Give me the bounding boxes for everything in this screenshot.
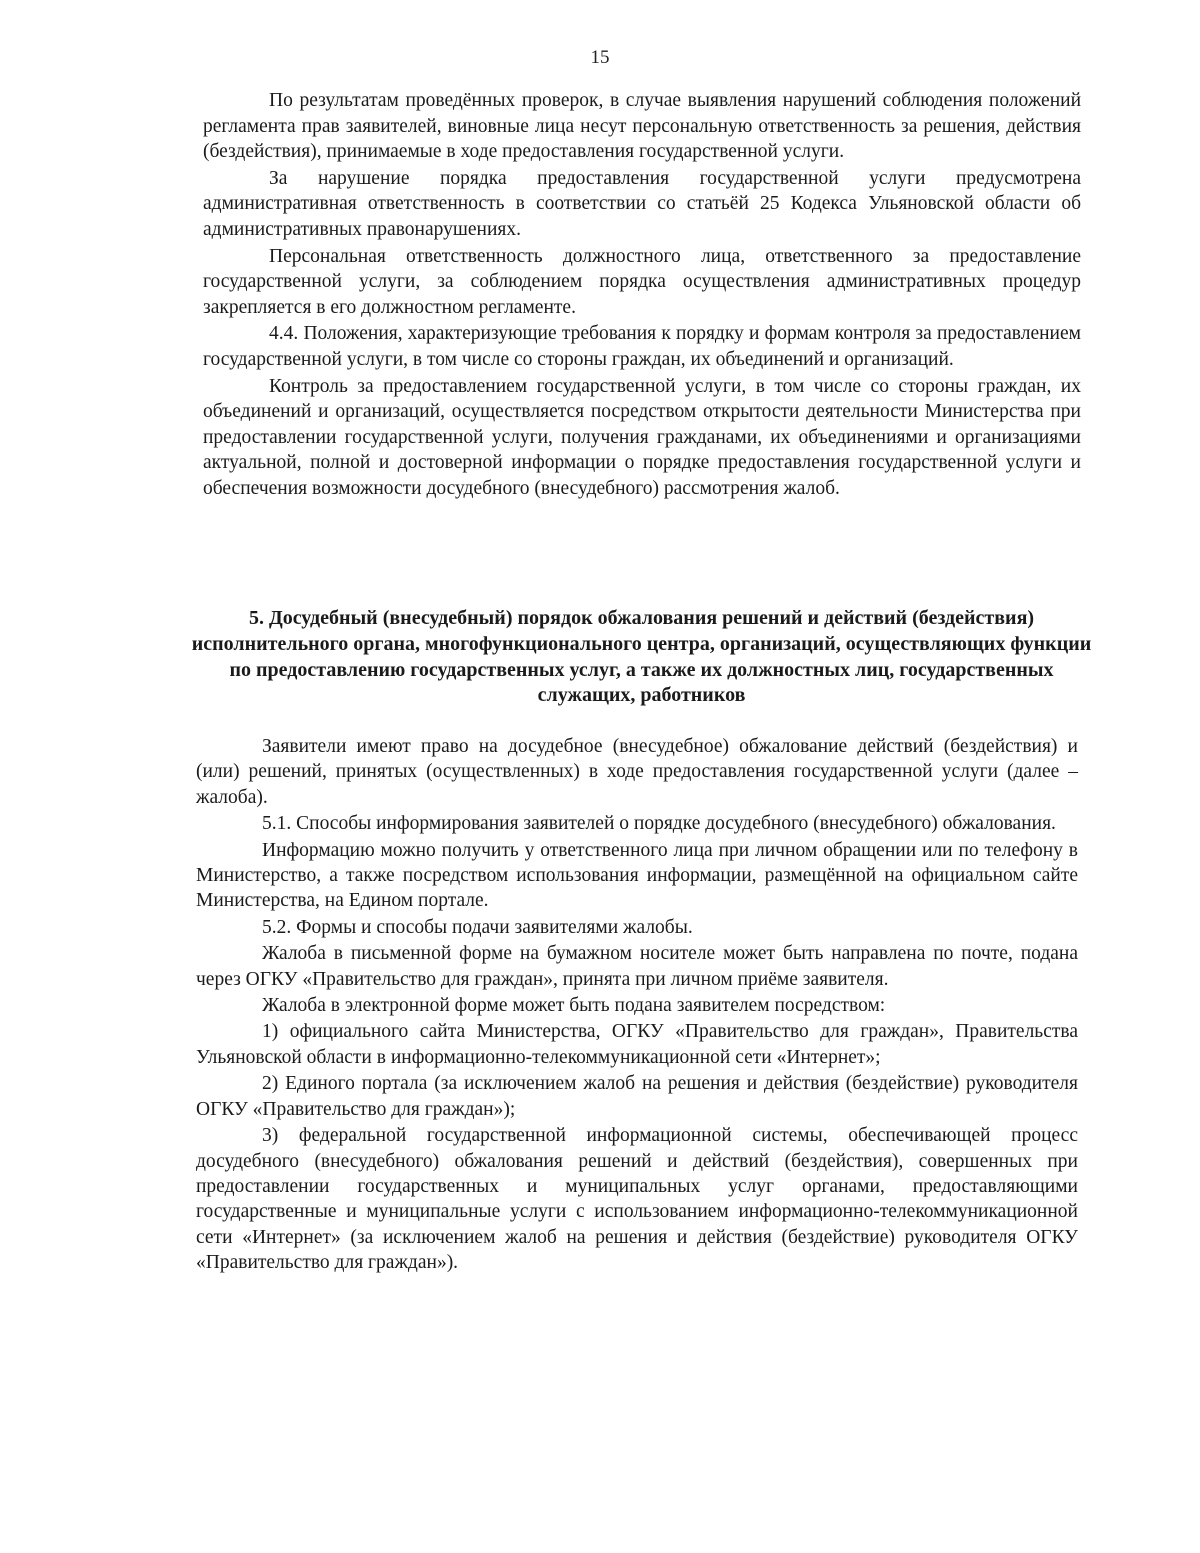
paragraph: 5.1. Способы информирования заявителей о порядке досудебного (внесудебного) обжалования.	[262, 813, 1056, 835]
paragraph: За нарушение порядка предоставления государственной услуги предусмотрена административная ответственность в соответствии со статьёй 25 Кодекса Ульяновской области об административных правонарушениях.	[203, 167, 1081, 240]
section-5-heading: 5. Досудебный (внесудебный) порядок обжалования решений и действий (бездействия) исполнительного органа, многофункционального центра, организаций, осуществляющих функции по предоставлению государственных услуг, а также их должностных лиц, государственных служащих, работников	[191, 607, 1092, 707]
paragraph: Персональная ответственность должностного лица, ответственного за предоставление государственной услуги, за соблюдением порядка осуществления административных процедур закрепляется в его должностном регламенте.	[203, 245, 1081, 318]
paragraph: Заявители имеют право на досудебное (внесудебное) обжалование действий (бездействия) и (или) решений, принятых (осуществленных) в ходе предоставления государственной услуги (далее – жалоба).	[196, 736, 1078, 808]
paragraph: Жалоба в электронной форме может быть подана заявителем посредством:	[262, 995, 886, 1017]
list-item: 1) официального сайта Министерства, ОГКУ «Правительство для граждан», Правительства Ульяновской области в информационно-телекоммуникационной сети «Интернет»;	[196, 1021, 1078, 1068]
list-item: 3) федеральной государственной информационной системы, обеспечивающей процесс досудебного (внесудебного) обжалования решений и действий (бездействия), совершенных при предоставлении государственных и муниципальных услуг органами, предоставляющими государственные и муниципальные услуги с использованием информационно-телекоммуникационной сети «Интернет» (за исключением жалоб на решения и действия (бездействие) руководителя ОГКУ «Правительство для граждан»).	[196, 1125, 1078, 1274]
page-number: 15	[590, 47, 610, 68]
paragraph: По результатам проведённых проверок, в случае выявления нарушений соблюдения положений регламента прав заявителей, виновные лица несут персональную ответственность за решения, действия (бездействия), принимаемые в ходе предоставления государственной услуги.	[203, 90, 1081, 163]
paragraph: 4.4. Положения, характеризующие требования к порядку и формам контроля за предоставлением государственной услуги, в том числе со стороны граждан, их объединений и организаций.	[203, 323, 1081, 370]
paragraph: 5.2. Формы и способы подачи заявителями жалобы.	[262, 916, 693, 938]
paragraph: Контроль за предоставлением государственной услуги, в том числе со стороны граждан, их объединений и организаций, осуществляется посредством открытости деятельности Министерства при предоставлении государственной услуги, получения гражданами, их объединениями и организациями актуальной, полной и достоверной информации о порядке предоставления государственной услуги и обеспечения возможности досудебного (внесудебного) рассмотрения жалоб.	[203, 375, 1081, 499]
paragraph: Жалоба в письменной форме на бумажном носителе может быть направлена по почте, подана через ОГКУ «Правительство для граждан», принята при личном приёме заявителя.	[196, 943, 1078, 990]
paragraph: Информацию можно получить у ответственного лица при личном обращении или по телефону в Министерство, а также посредством использования информации, размещённой на официальном сайте Министерства, на Едином портале.	[196, 839, 1078, 912]
list-item: 2) Единого портала (за исключением жалоб на решения и действия (бездействие) руководителя ОГКУ «Правительство для граждан»);	[196, 1073, 1078, 1120]
section-4-text	[203, 88, 1081, 502]
section-5-text	[196, 734, 1078, 1276]
